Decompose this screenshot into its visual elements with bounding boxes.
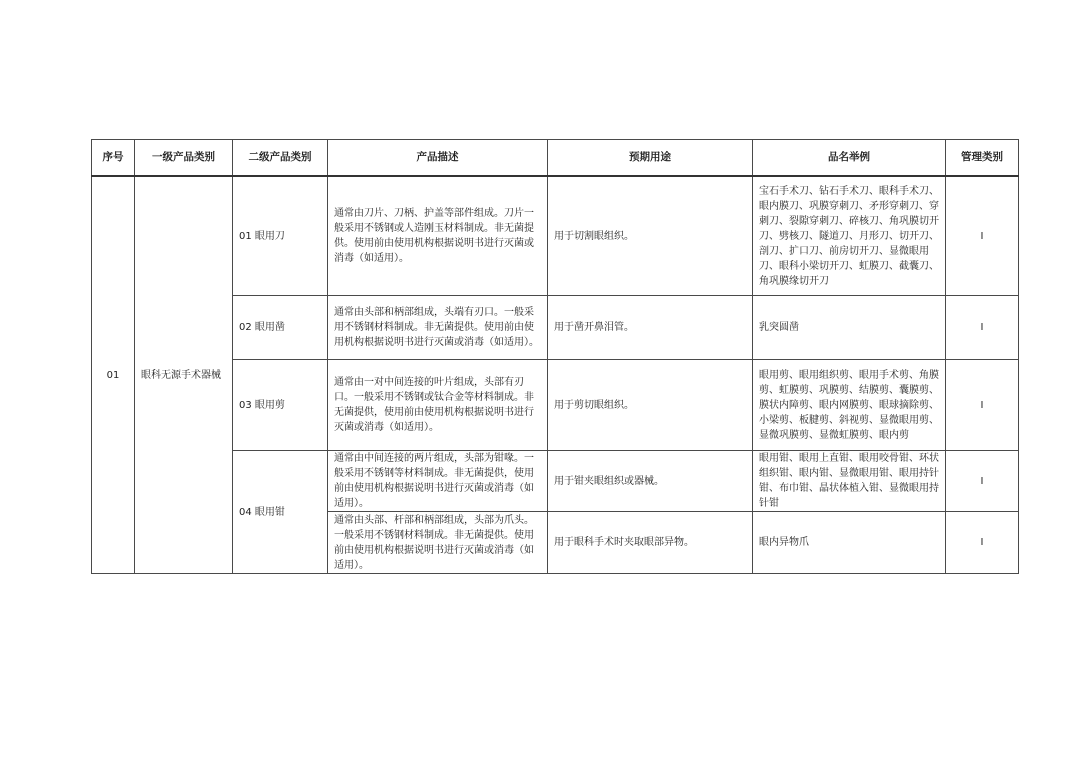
examples-cell: 乳突圆凿 [753,296,946,360]
intended-use-cell: 用于切割眼组织。 [548,176,753,296]
header-level2-category: 二级产品类别 [233,140,328,177]
management-class-cell: I [946,451,1019,512]
examples-cell: 眼内异物爪 [753,512,946,574]
examples-cell: 眼用钳、眼用上直钳、眼用咬骨钳、环状组织钳、眼内钳、显微眼用钳、眼用持针钳、布巾钳、晶状体植入钳、显微眼用持针钳 [753,451,946,512]
management-class-cell: I [946,176,1019,296]
level1-category-cell: 眼科无源手术器械 [135,176,233,574]
description-cell: 通常由一对中间连接的叶片组成，头部有刃口。一般采用不锈钢或钛合金等材料制成。非无菌提供，使用前由使用机构根据说明书进行灭菌或消毒（如适用）。 [328,360,548,451]
description-cell: 通常由中间连接的两片组成，头部为钳喙。一般采用不锈钢等材料制成。非无菌提供，使用前由使用机构根据说明书进行灭菌或消毒（如适用）。 [328,451,548,512]
management-class-cell: I [946,512,1019,574]
level2-category-cell: 01 眼用刀 [233,176,328,296]
examples-cell: 宝石手术刀、钻石手术刀、眼科手术刀、眼内膜刀、巩膜穿刺刀、矛形穿刺刀、穿刺刀、裂隙穿刺刀、碎核刀、角巩膜切开刀、劈核刀、隧道刀、月形刀、切开刀、剖刀、扩口刀、前房切开刀、显微眼用刀、眼科小梁切开刀、虹膜刀、截囊刀、角巩膜缘切开刀 [753,176,946,296]
description-cell: 通常由头部和柄部组成，头端有刃口。一般采用不锈钢材料制成。非无菌提供。使用前由使用机构根据说明书进行灭菌或消毒（如适用）。 [328,296,548,360]
table-row [92,176,1019,296]
header-intended-use: 预期用途 [548,140,753,177]
intended-use-cell: 用于剪切眼组织。 [548,360,753,451]
management-class-cell: I [946,360,1019,451]
table-header-row [92,140,1019,177]
level2-category-cell: 04 眼用钳 [233,451,328,574]
description-cell: 通常由头部、杆部和柄部组成，头部为爪头。一般采用不锈钢材料制成。非无菌提供。使用前由使用机构根据说明书进行灭菌或消毒（如适用）。 [328,512,548,574]
intended-use-cell: 用于钳夹眼组织或器械。 [548,451,753,512]
header-management-class: 管理类别 [946,140,1019,177]
header-examples: 品名举例 [753,140,946,177]
examples-cell: 眼用剪、眼用组织剪、眼用手术剪、角膜剪、虹膜剪、巩膜剪、结膜剪、囊膜剪、膜状内障剪、眼内网膜剪、眼球摘除剪、小梁剪、板腱剪、斜视剪、显微眼用剪、显微巩膜剪、显微虹膜剪、眼内剪 [753,360,946,451]
level2-category-cell: 03 眼用剪 [233,360,328,451]
product-classification-table [91,139,1019,574]
intended-use-cell: 用于眼科手术时夹取眼部异物。 [548,512,753,574]
header-description: 产品描述 [328,140,548,177]
header-seq: 序号 [92,140,135,177]
seq-cell: 01 [92,176,135,574]
level2-category-cell: 02 眼用凿 [233,296,328,360]
intended-use-cell: 用于凿开鼻泪管。 [548,296,753,360]
description-cell: 通常由刀片、刀柄、护盖等部件组成。刀片一般采用不锈钢或人造刚玉材料制成。非无菌提供。使用前由使用机构根据说明书进行灭菌或消毒（如适用）。 [328,176,548,296]
header-level1-category: 一级产品类别 [135,140,233,177]
management-class-cell: I [946,296,1019,360]
